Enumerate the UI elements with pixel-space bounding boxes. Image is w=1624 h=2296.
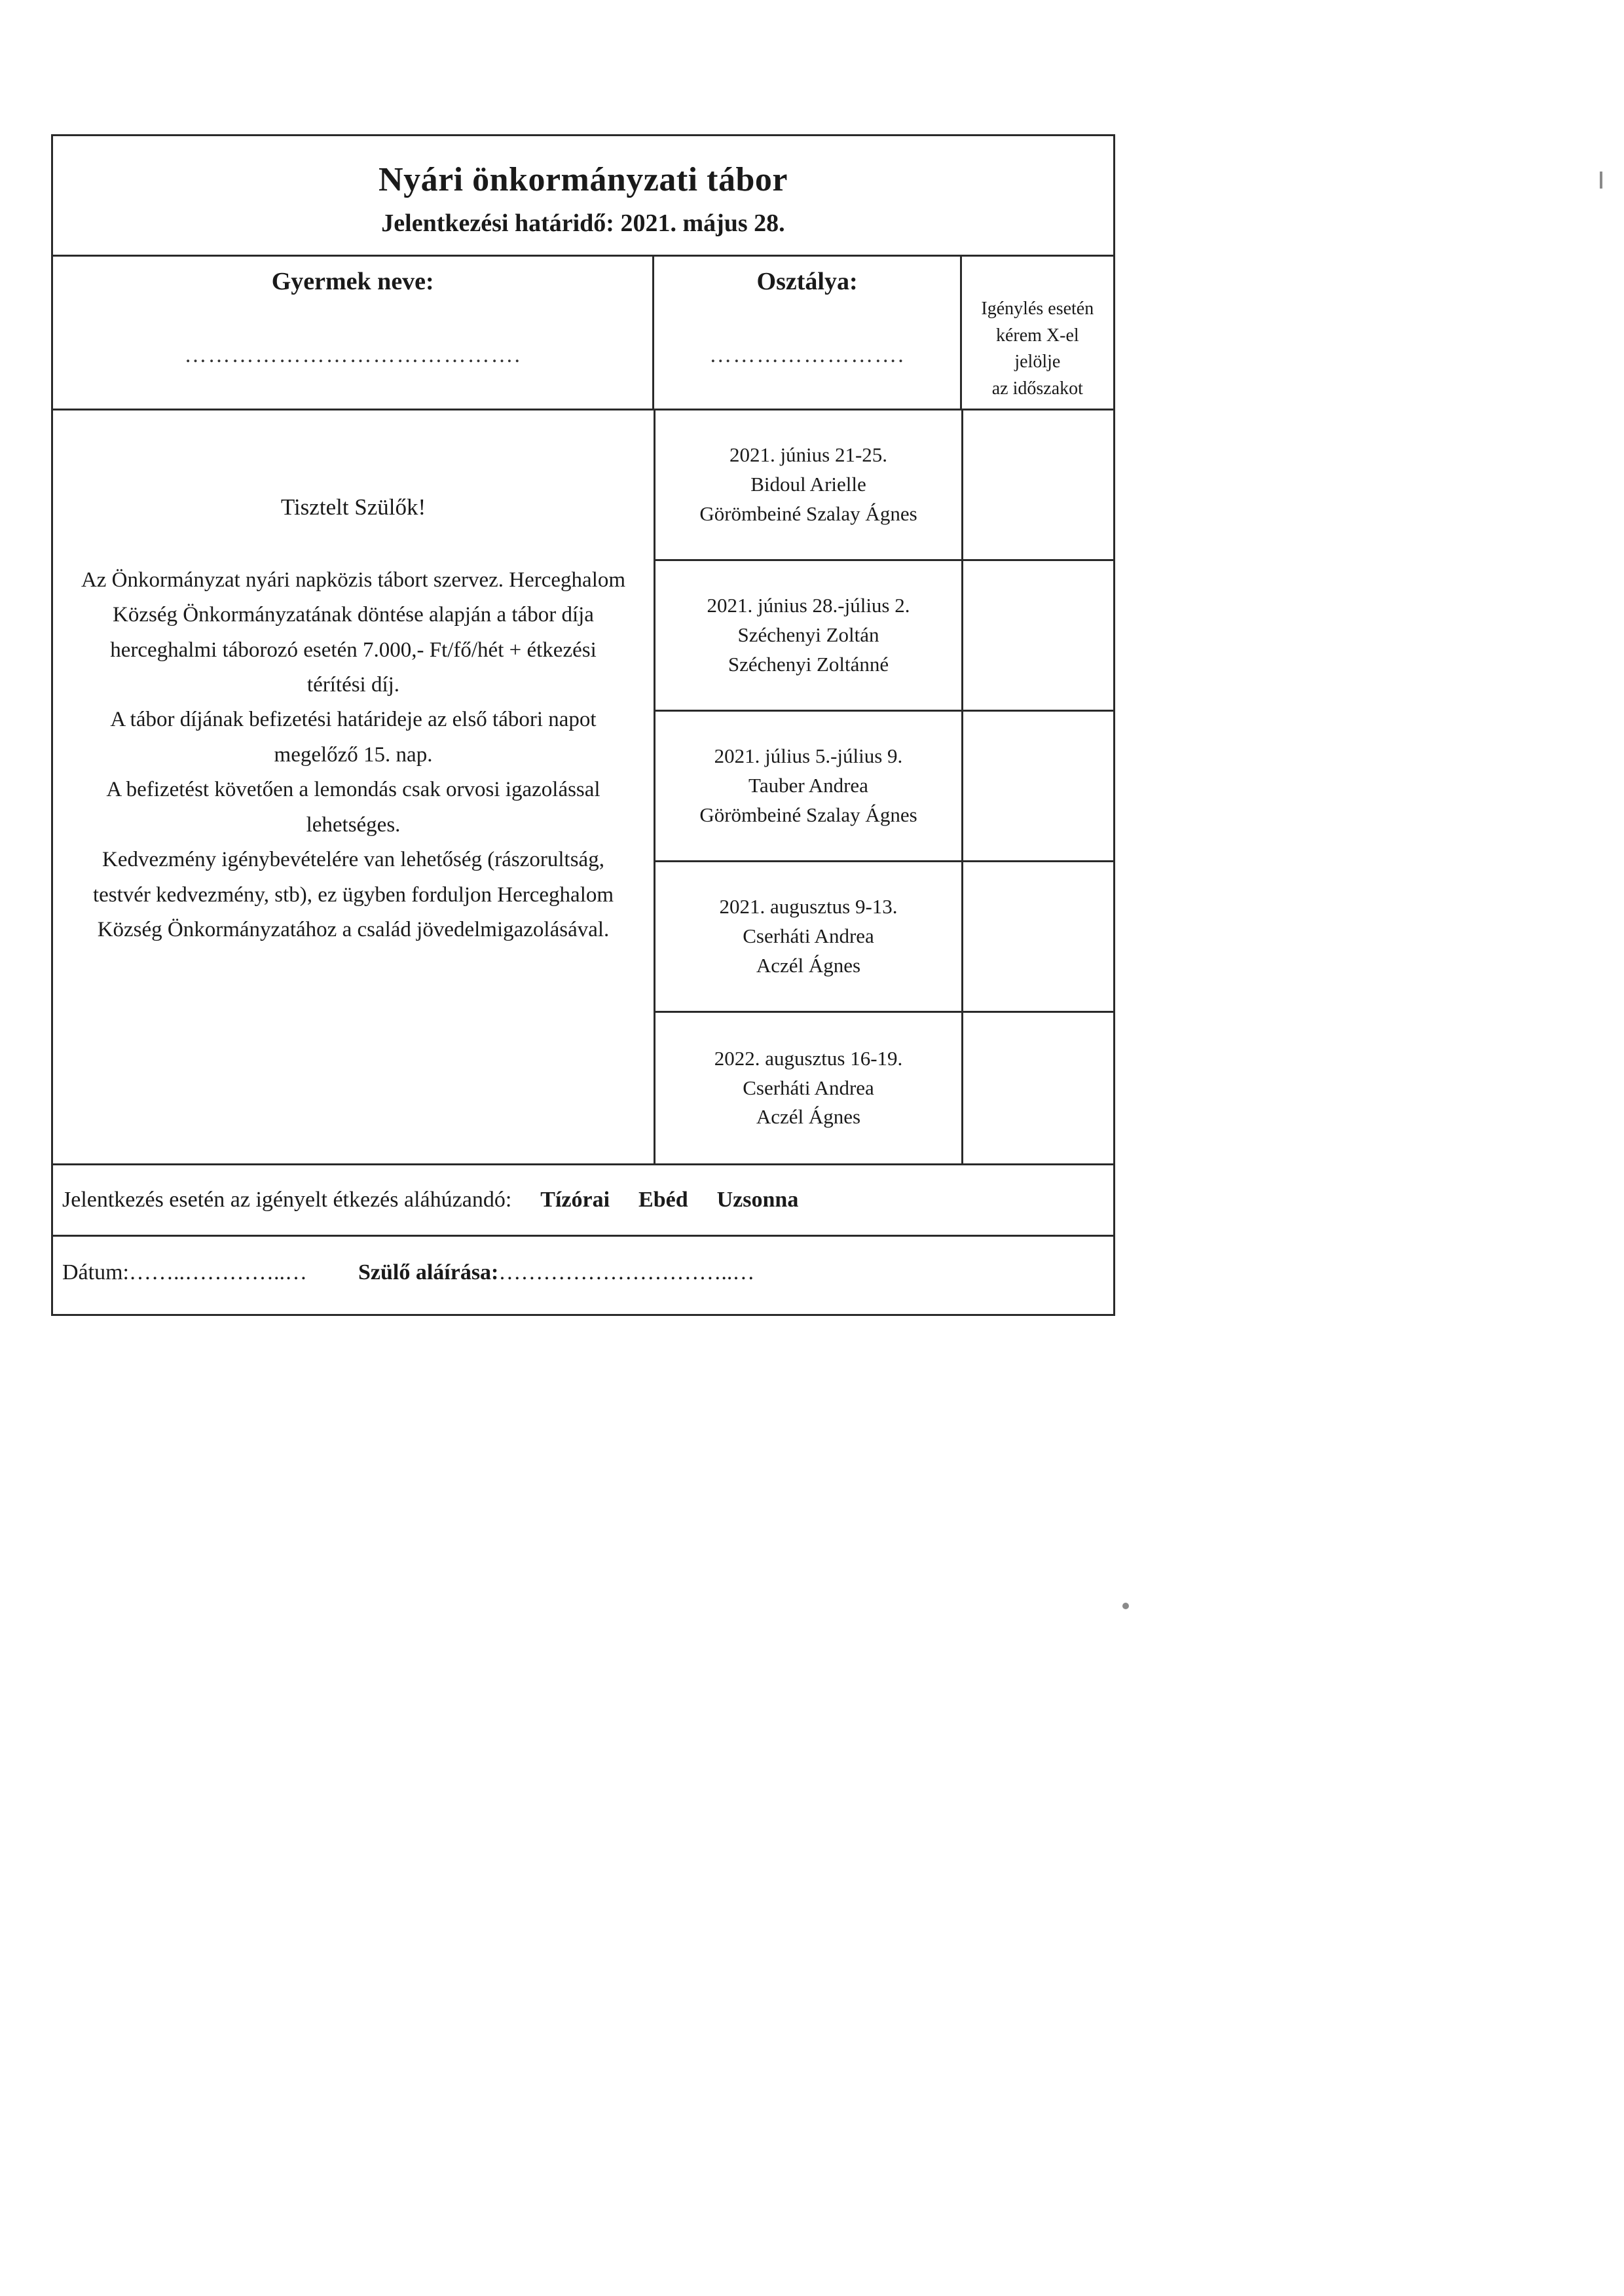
letter-paragraph: Az Önkormányzat nyári napközis tábort szervez. Herceghalom Község Önkormányzatának döntése alapján a tábor díja herceghalmi táborozó esetén 7.000,- Ft/fő/hét + étkezési térítési díj.	[81, 568, 626, 697]
meal-instruction: Jelentkezés esetén az igényelt étkezés aláhúzandó:	[62, 1187, 512, 1212]
period-cell	[655, 712, 961, 862]
letter-column	[53, 410, 655, 1163]
period-dates: 2022. augusztus 16-19.	[714, 1046, 903, 1070]
parent-signature-text: Szülő aláírása:	[358, 1260, 499, 1285]
period-dates: 2021. július 5.-július 9.	[714, 744, 903, 768]
periods-column	[655, 410, 963, 1163]
period-cell	[655, 862, 961, 1013]
child-class-cell[interactable]	[654, 257, 961, 409]
period-checkbox-cell[interactable]	[963, 410, 1113, 561]
letter-paragraph: Kedvezmény igénybevételére van lehetőség (rászorultság, testvér kedvezmény, stb), ez ügyben forduljon Herceghalom Község Önkormányzatához a család jövedelmigazolásával.	[92, 848, 614, 942]
scan-artifact	[1122, 1603, 1129, 1609]
letter-paragraph: A befizetést követően a lemondás csak orvosi igazolással lehetséges.	[106, 778, 600, 837]
period-leader: Bidoul Arielle	[750, 473, 866, 496]
period-cell	[655, 561, 961, 712]
mark-column	[963, 410, 1113, 1163]
child-name-cell[interactable]	[53, 257, 654, 409]
marking-instruction	[962, 257, 1113, 409]
meal-selection-row	[53, 1165, 1113, 1237]
period-leader: Cserháti Andrea	[743, 1076, 874, 1099]
period-checkbox-cell[interactable]	[963, 1013, 1113, 1163]
period-leader: Széchenyi Zoltán	[737, 623, 879, 647]
child-class-input[interactable]: …………………….	[709, 342, 905, 367]
meal-option-tizorai[interactable]: Tízórai	[540, 1187, 610, 1212]
letter-paragraph: A tábor díjának befizetési határideje az első tábori napot megelőző 15. nap.	[110, 708, 597, 767]
letter-greeting: Tisztelt Szülők!	[280, 494, 426, 520]
application-form	[51, 134, 1115, 1316]
child-name-input[interactable]: …………………………………….	[184, 342, 521, 367]
period-leader: Széchenyi Zoltánné	[728, 652, 889, 676]
identity-row	[53, 257, 1113, 410]
period-dates: 2021. augusztus 9-13.	[719, 895, 898, 919]
scan-artifact	[1600, 172, 1602, 189]
period-cell	[655, 1013, 961, 1163]
parent-signature-label	[358, 1260, 754, 1285]
signature-row	[53, 1237, 1113, 1314]
meal-option-ebed[interactable]: Ebéd	[638, 1187, 688, 1212]
parent-signature-field[interactable]: …………………………..…	[498, 1260, 755, 1285]
period-leader: Tauber Andrea	[748, 774, 868, 797]
period-dates: 2021. június 21-25.	[729, 443, 888, 467]
marking-instruction-line1: Igénylés esetén	[981, 298, 1094, 319]
child-class-label: Osztálya:	[756, 267, 858, 295]
period-leader: Aczél Ágnes	[756, 1105, 861, 1129]
child-name-label: Gyermek neve:	[271, 267, 434, 295]
body-row	[53, 410, 1113, 1165]
title-block	[53, 136, 1113, 257]
period-dates: 2021. június 28.-július 2.	[707, 594, 910, 617]
marking-instruction-line2: kérem X-el jelölje	[995, 325, 1079, 373]
period-leader: Aczél Ágnes	[756, 953, 861, 977]
period-leader: Görömbeiné Szalay Ágnes	[699, 803, 917, 826]
period-checkbox-cell[interactable]	[963, 712, 1113, 862]
date-field[interactable]: Dátum:……..…………..…	[62, 1260, 307, 1285]
period-checkbox-cell[interactable]	[963, 862, 1113, 1013]
period-checkbox-cell[interactable]	[963, 561, 1113, 712]
meal-option-uzsonna[interactable]: Uzsonna	[716, 1187, 799, 1212]
deadline-subtitle: Jelentkezési határidő: 2021. május 28.	[381, 210, 785, 238]
period-cell	[655, 410, 961, 561]
period-leader: Görömbeiné Szalay Ágnes	[699, 501, 917, 525]
marking-instruction-line3: az időszakot	[991, 378, 1083, 399]
page-title: Nyári önkormányzati tábor	[378, 161, 788, 198]
period-leader: Cserháti Andrea	[743, 924, 874, 948]
